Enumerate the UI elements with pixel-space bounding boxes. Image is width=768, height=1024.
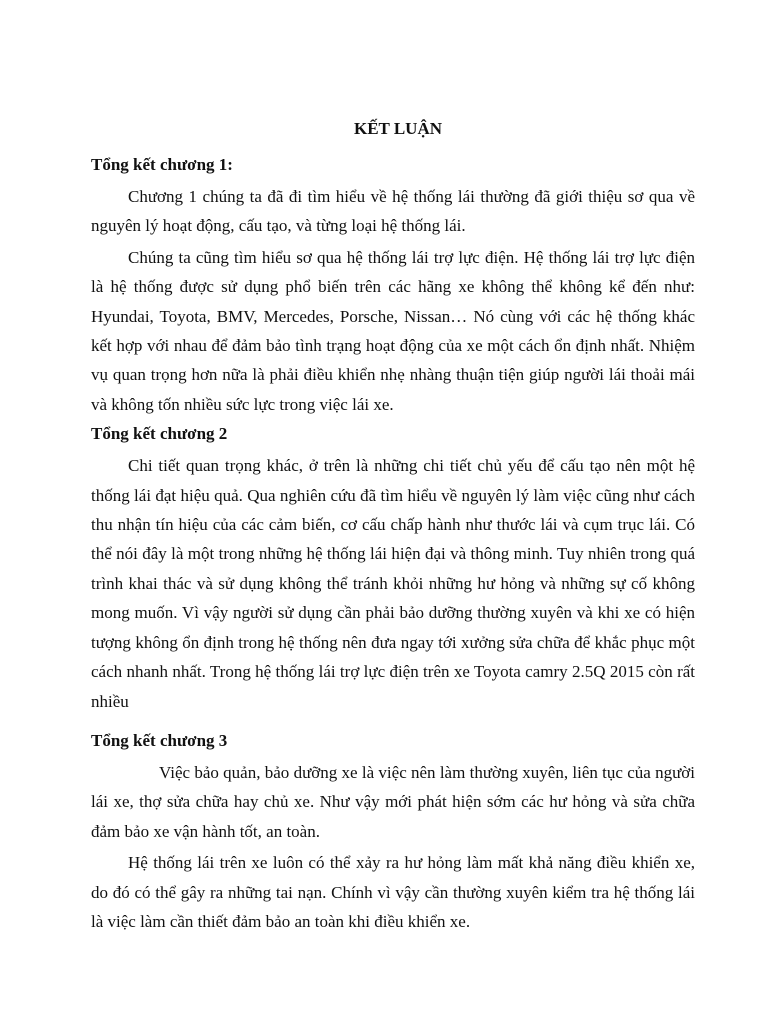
paragraph-chapter-3-maintenance: Việc bảo quản, bảo dưỡng xe là việc nên làm thường xuyên, liên tục của người lái xe, thợ sửa chữa hay chủ xe. Như vậy mới phát hiện sớm các hư hỏng và sửa chữa đảm bảo xe vận hành tốt, an toàn. [91,762,695,841]
page-title: KẾT LUẬN [353,119,442,138]
section-heading-chapter-1: Tổng kết chương 1: [91,155,233,174]
paragraph-chapter-3-inspection: Hệ thống lái trên xe luôn có thể xảy ra hư hỏng làm mất khả năng điều khiển xe, do đó có thể gây ra những tai nạn. Chính vì vậy cần thường xuyên kiểm tra hệ thống lái là việc làm cần thiết đảm bảo an toàn khi điều khiển xe. [91,853,695,931]
paragraph-chapter-1-electric-steering: Chúng ta cũng tìm hiểu sơ qua hệ thống lái trợ lực điện. Hệ thống lái trợ lực điện là hệ thống được sử dụng phổ biến trên các hãng xe không thể không kể đến như: Hyundai, Toyota, BMV, Mercedes, Porsche, Nissan… Nó cùng với các hệ thống khác kết hợp với nhau để đảm bảo tình trạng hoạt động của xe một cách ổn định nhất. Nhiệm vụ quan trọng hơn nữa là phải điều khiển nhẹ nhàng thuận tiện giúp người lái thoải mái và không tốn nhiều sức lực trong việc lái xe. [91,247,695,414]
paragraph-chapter-1-intro: Chương 1 chúng ta đã đi tìm hiểu về hệ thống lái thường đã giới thiệu sơ qua về nguyên lý hoạt động, cấu tạo, và từng loại hệ thống lái. [91,187,695,236]
section-heading-chapter-2: Tổng kết chương 2 [91,424,228,444]
paragraph-chapter-2-summary: Chi tiết quan trọng khác, ở trên là những chi tiết chủ yếu để cấu tạo nên một hệ thống lái đạt hiệu quả. Qua nghiên cứu đã tìm hiểu về nguyên lý làm việc cũng như cách thu nhận tín hiệu của các cảm biến, cơ cấu chấp hành như thước lái và cụm trục lái. Có thể nói đây là một trong những hệ thống lái hiện đại và thông minh. Tuy nhiên trong quá trình khai thác và sử dụng không thể tránh khỏi những hư hỏng và những sự cố không mong muốn. Vì vậy người sử dụng cần phải bảo dưỡng thường xuyên và khi xe có hiện tượng không ổn định trong hệ thống nên đưa ngay tới xưởng sửa chữa để khắc phục một cách nhanh nhất. Trong hệ thống lái trợ lực điện trên xe Toyota camry 2.5Q 2015 còn rất nhiều [91,456,695,711]
section-heading-chapter-3: Tổng kết chương 3 [91,730,228,750]
